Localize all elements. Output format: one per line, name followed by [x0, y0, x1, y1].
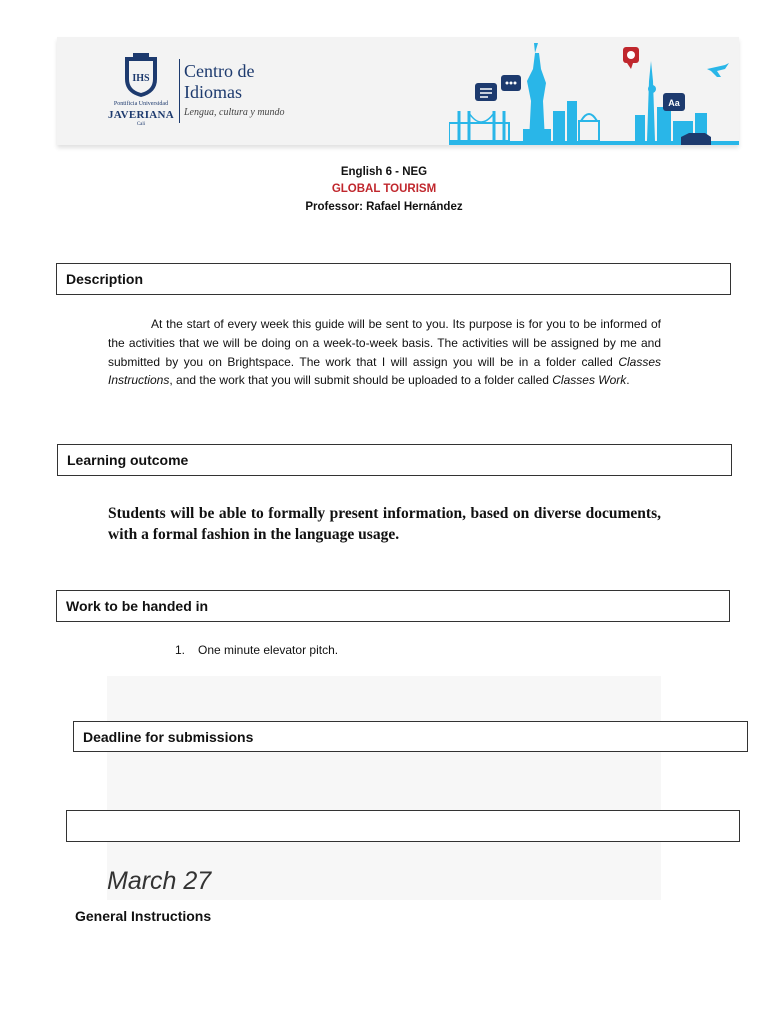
university-name: JAVERIANA	[107, 109, 175, 121]
list-item	[175, 643, 338, 657]
city-skyline-illustration	[449, 41, 739, 145]
work-heading: Work to be handed in	[56, 590, 730, 622]
learning-outcome-heading: Learning outcome	[57, 444, 732, 476]
course-subtitle: GLOBAL TOURISM	[331, 183, 437, 195]
logo-divider	[179, 59, 180, 123]
course-professor: Professor: Rafael Hernández	[305, 201, 463, 213]
centro-tagline: Lengua, cultura y mundo	[184, 107, 285, 118]
university-seal-icon	[119, 53, 163, 99]
content-placeholder-1	[107, 676, 661, 721]
centro-line-2: Idiomas	[184, 82, 242, 102]
deadline-date: March 27	[107, 867, 212, 895]
description-text-part-3: .	[626, 373, 630, 388]
empty-heading-box	[66, 810, 740, 842]
classes-instructions-folder-name: Classes Instructions	[108, 354, 661, 388]
list-item-number: 1.	[175, 643, 186, 657]
svg-text:IHS: IHS	[132, 73, 150, 84]
course-title: English 6 - NEG	[340, 166, 428, 178]
centro-line-1: Centro de	[184, 61, 255, 81]
description-text	[108, 315, 661, 390]
learning-outcome-text: Students will be able to formally present information, based on diverse documents, with a formal fashion in the language usage.	[108, 505, 661, 543]
header-banner	[57, 37, 739, 145]
university-city: Cali	[136, 122, 146, 127]
content-placeholder-2	[107, 752, 661, 810]
description-text-part-1: At the start of every week this guide will be sent to you. Its purpose is for you to be informed of the activities that we will be doing on a week-to-week basis. The activities will be assigned by me and submitted by you on Brightspace. The work that I will assign you will be in a folder called	[108, 317, 661, 369]
description-text-part-2: , and the work that you will submit should be uploaded to a folder called	[169, 373, 553, 388]
classes-work-folder-name: Classes Work	[552, 373, 627, 388]
university-small-label: Pontificia Universidad	[113, 101, 169, 107]
list-item-text: One minute elevator pitch.	[198, 643, 339, 657]
general-instructions-heading: General Instructions	[75, 908, 212, 924]
svg-text:Aa: Aa	[668, 98, 680, 108]
description-heading: Description	[56, 263, 731, 295]
deadline-heading: Deadline for submissions	[73, 721, 748, 752]
